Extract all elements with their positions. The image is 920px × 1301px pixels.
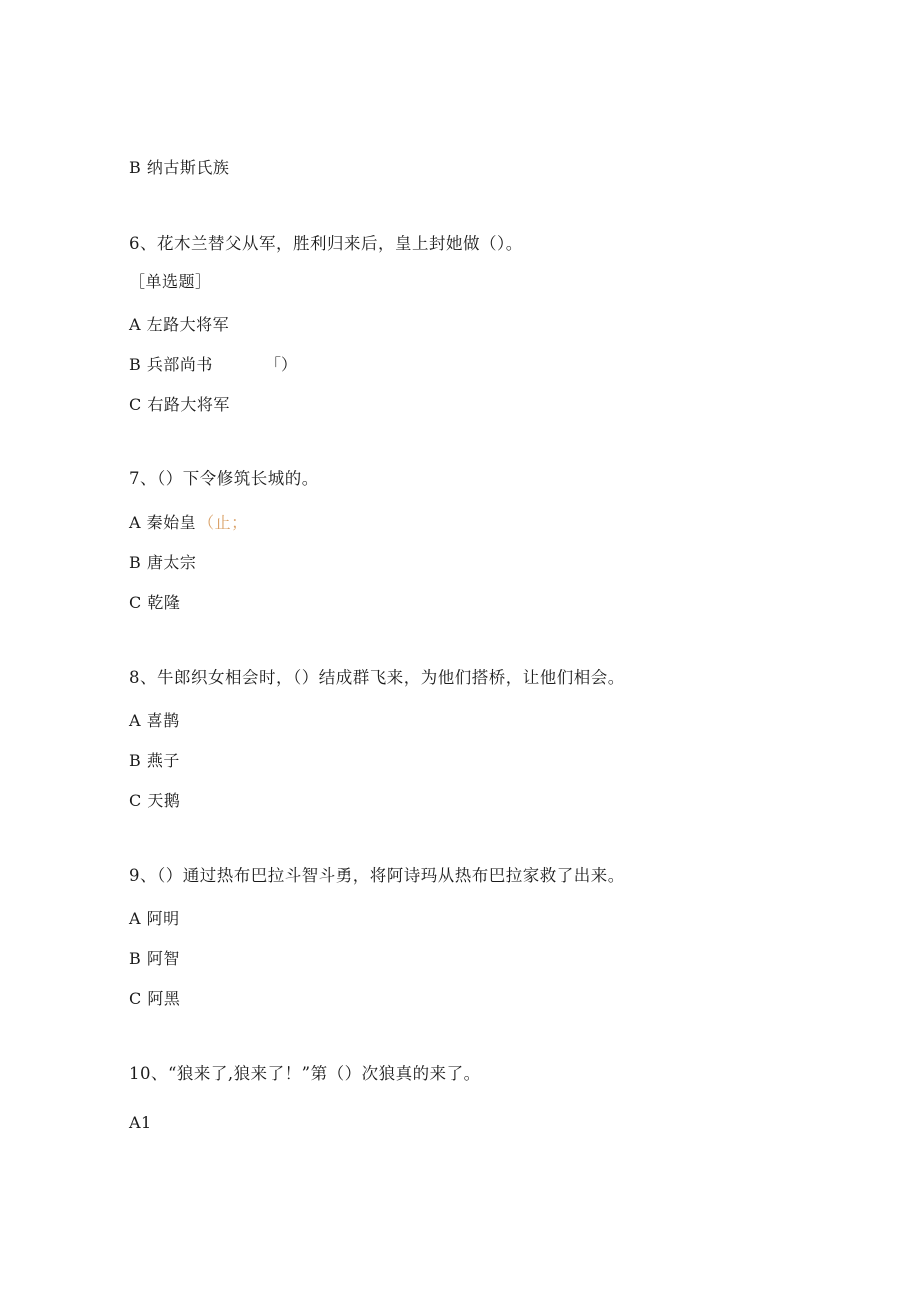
q8-option-c: C 天鹅	[129, 791, 181, 810]
q8-option-a: A 喜鹊	[129, 711, 180, 730]
q6-option-b-mark: 「）	[265, 355, 298, 374]
q8-question: 8、牛郎织女相会时，（）结成群飞来，为他们搭桥，让他们相会。	[129, 668, 625, 687]
q9-question: 9、（）通过热布巴拉斗智斗勇，将阿诗玛从热布巴拉家救了出来。	[129, 866, 625, 885]
q7-option-b: B 唐太宗	[129, 553, 197, 572]
q9-option-c: C 阿黑	[129, 989, 181, 1008]
q10-question: 10、“狼来了,狼来了！”第（）次狼真的来了。	[129, 1064, 481, 1083]
q7-option-a-mark: （止；	[198, 513, 248, 532]
q6-option-c: C 右路大将军	[129, 395, 230, 414]
q7-question: 7、（）下令修筑长城的。	[129, 469, 319, 488]
q6-option-b: B 兵部尚书	[129, 355, 213, 374]
q5-option-b: B 纳古斯氏族	[129, 158, 230, 177]
q7-option-a	[129, 513, 248, 533]
q6-option-a: A 左路大将军	[129, 315, 230, 334]
q6-type-label: ［单选题］	[129, 272, 212, 291]
q9-option-b: B 阿智	[129, 949, 180, 968]
q7-option-c: C 乾隆	[129, 593, 181, 612]
q7-option-a-text: A 秦始皇	[129, 513, 197, 532]
q6-question: 6、花木兰替父从军，胜利归来后，皇上封她做（）。	[129, 234, 523, 253]
q10-option-a: A1	[129, 1113, 152, 1132]
q8-option-b: B 燕子	[129, 751, 180, 770]
q9-option-a: A 阿明	[129, 909, 180, 928]
